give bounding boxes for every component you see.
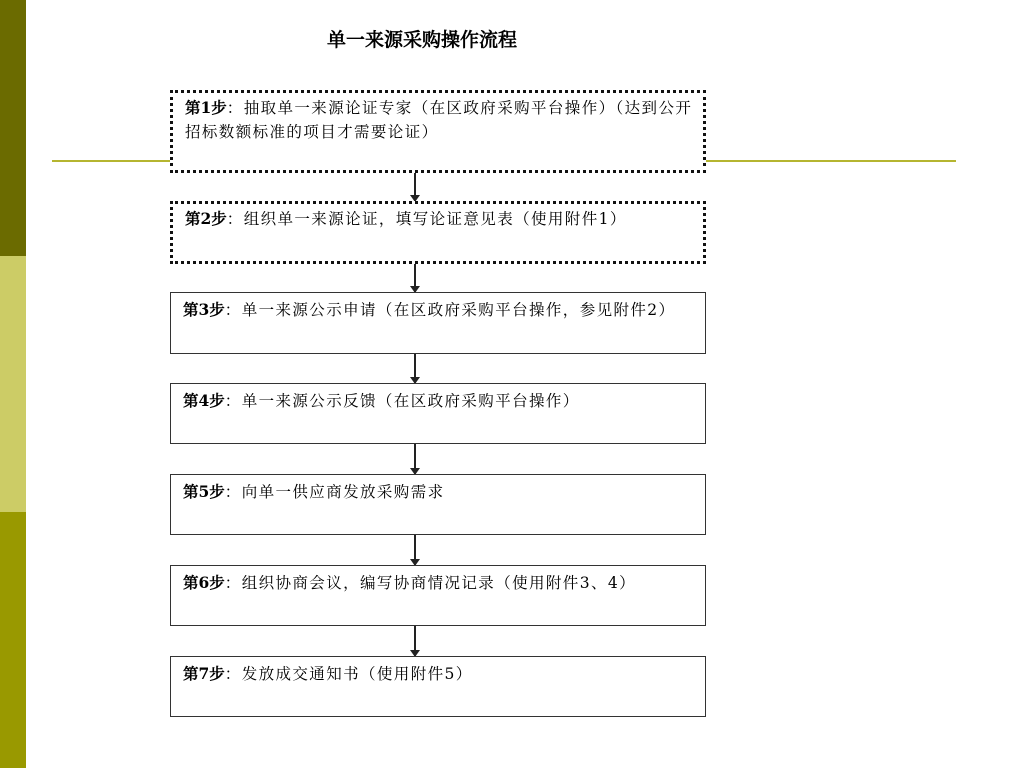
step-label: 第2步 (185, 209, 227, 228)
flow-arrow (414, 444, 416, 474)
step-label: 第5步 (183, 482, 225, 501)
step-text: ：发放成交通知书（使用附件5） (224, 665, 473, 683)
flow-step-7 (170, 656, 706, 717)
flow-arrow (414, 535, 416, 565)
flow-step-2 (170, 201, 706, 264)
step-text: ：组织协商会议，编写协商情况记录（使用附件3、4） (224, 574, 637, 592)
flow-step-3 (170, 292, 706, 354)
sidebar-band-middle (0, 256, 26, 512)
flow-arrow (414, 173, 416, 201)
page-title: 单一来源采购操作流程 (327, 29, 518, 51)
step-label: 第7步 (183, 664, 225, 683)
step-text: ：抽取单一来源论证专家（在区政府采购平台操作）（达到公开招标数额标准的项目才需要论证） (185, 99, 693, 141)
flow-step-6 (170, 565, 706, 626)
sidebar-band-bottom (0, 512, 26, 768)
accent-line-right (704, 160, 956, 162)
step-label: 第4步 (183, 391, 225, 410)
flow-step-4 (170, 383, 706, 444)
step-text: ：单一来源公示反馈（在区政府采购平台操作） (224, 392, 580, 410)
step-label: 第3步 (183, 300, 225, 319)
sidebar-band-top (0, 0, 26, 256)
flow-step-5 (170, 474, 706, 535)
flow-arrow (414, 354, 416, 383)
flow-step-1 (170, 90, 706, 173)
step-label: 第6步 (183, 573, 225, 592)
accent-line-left (52, 160, 174, 162)
flow-arrow (414, 264, 416, 292)
step-label: 第1步 (185, 98, 227, 117)
step-text: ：单一来源公示申请（在区政府采购平台操作，参见附件2） (224, 301, 676, 319)
step-text: ：向单一供应商发放采购需求 (224, 483, 445, 501)
step-text: ：组织单一来源论证，填写论证意见表（使用附件1） (226, 210, 627, 228)
flow-arrow (414, 626, 416, 656)
